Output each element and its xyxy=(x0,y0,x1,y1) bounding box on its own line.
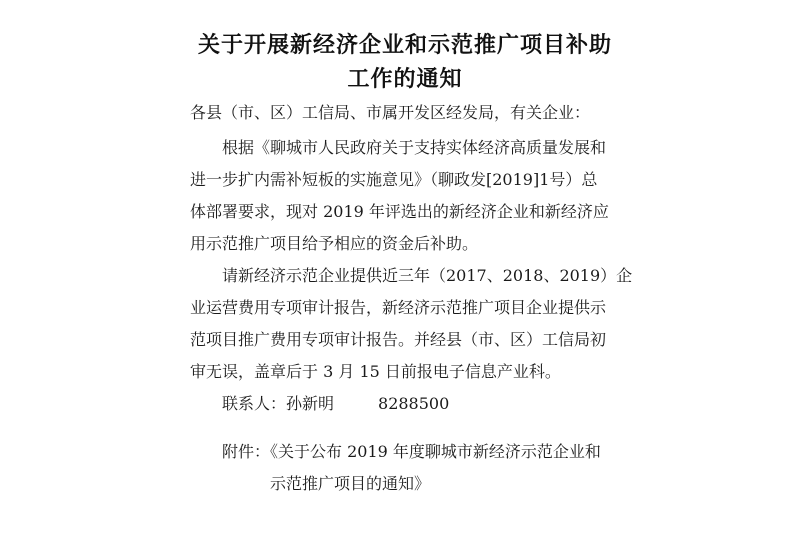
contact-person: 联系人：孙新明 xyxy=(222,394,335,413)
paragraph-2-line-3: 范项目推广费用专项审计报告。并经县（市、区）工信局初 xyxy=(190,330,607,349)
paragraph-1-line-4: 用示范推广项目给予相应的资金后补助。 xyxy=(190,234,479,253)
document-title-line-2: 工作的通知 xyxy=(347,67,463,92)
paragraph-2-line-2: 业运营费用专项审计报告，新经济示范推广项目企业提供示 xyxy=(190,298,607,317)
contact-phone: 8288500 xyxy=(378,394,450,413)
salutation: 各县（市、区）工信局、市属开发区经发局，有关企业： xyxy=(190,103,591,122)
paragraph-2-line-1: 请新经济示范企业提供近三年（2017、2018、2019）企 xyxy=(222,266,633,285)
paragraph-1-line-2: 进一步扩内需补短板的实施意见》（聊政发[2019]1号）总 xyxy=(190,170,598,189)
paragraph-2-line-4: 审无误，盖章后于 3 月 15 日前报电子信息产业科。 xyxy=(190,362,561,381)
attachment-line-1: 附件：《关于公布 2019 年度聊城市新经济示范企业和 xyxy=(222,442,601,461)
contact-line xyxy=(222,394,449,414)
paragraph-1-line-3: 体部署要求，现对 2019 年评选出的新经济企业和新经济应 xyxy=(190,202,609,221)
paragraph-1-line-1: 根据《聊城市人民政府关于支持实体经济高质量发展和 xyxy=(222,138,607,157)
document-title-line-1: 关于开展新经济企业和示范推广项目补助 xyxy=(197,33,612,58)
attachment-line-2: 示范推广项目的通知》 xyxy=(270,474,431,493)
